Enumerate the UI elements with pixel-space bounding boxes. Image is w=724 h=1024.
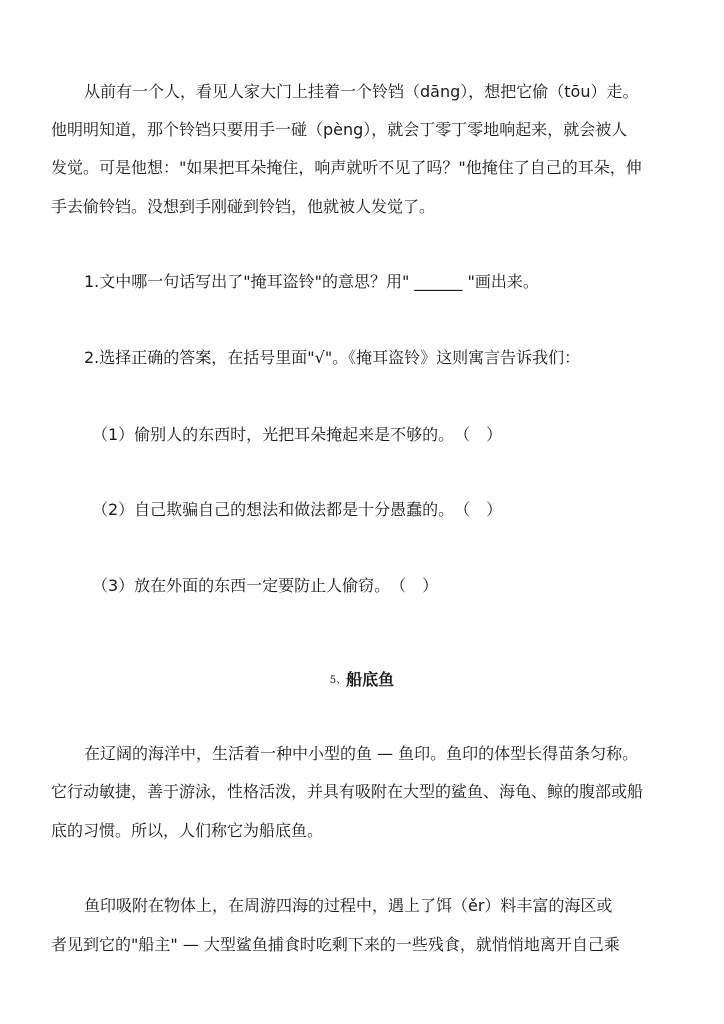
story1-line: 从前有一个人，看见人家大门上挂着一个铃铛（dāng），想把它偷（tōu）走。 [84, 82, 639, 101]
story2-line: 在辽阔的海洋中，生活着一种中小型的鱼 — 鱼印。鱼印的体型长得苗条匀称。 [84, 744, 639, 763]
story1-line: 手去偷铃铛。没想到手刚碰到铃铛，他就被人发觉了。 [51, 197, 436, 216]
section-number: 5、 [329, 675, 347, 686]
story2-line: 者见到它的"船主" — 大型鲨鱼捕食时吃剩下来的一些残食，就悄悄地离开自己乘 [51, 935, 620, 954]
answer-option: （2）自己欺骗自己的想法和做法都是十分愚蠢的。 （ ） [92, 500, 503, 519]
answer-option: （1）偷别人的东西时，光把耳朵掩起来是不够的。 （ ） [92, 425, 503, 444]
story2-line: 它行动敏捷，善于游泳，性格活泼，并具有吸附在大型的鲨鱼、海龟、鲸的腹部或船 [51, 782, 644, 801]
section-title: 船底鱼 [346, 670, 395, 689]
section-heading [0, 670, 724, 691]
story1-line: 他明明知道，那个铃铛只要用手一碰（pèng），就会丁零丁零地响起来，就会被人 [51, 120, 628, 139]
story1-line: 发觉。可是他想："如果把耳朵掩住，响声就听不见了吗？"他掩住了自己的耳朵，伸 [51, 158, 642, 177]
answer-option: （3）放在外面的东西一定要防止人偷窃。 （ ） [92, 576, 439, 595]
story2-line: 底的习惯。所以，人们称它为船底鱼。 [51, 821, 324, 840]
story2-line: 鱼印吸附在物体上，在周游四海的过程中，遇上了饵（ěr）料丰富的海区或 [84, 896, 613, 915]
question-2: 2.选择正确的答案，在括号里面"√"。《掩耳盗铃》这则寓言告诉我们： [84, 348, 581, 367]
question-1: 1.文中哪一句话写出了"掩耳盗铃"的意思？用" ______ "画出来。 [84, 272, 539, 291]
